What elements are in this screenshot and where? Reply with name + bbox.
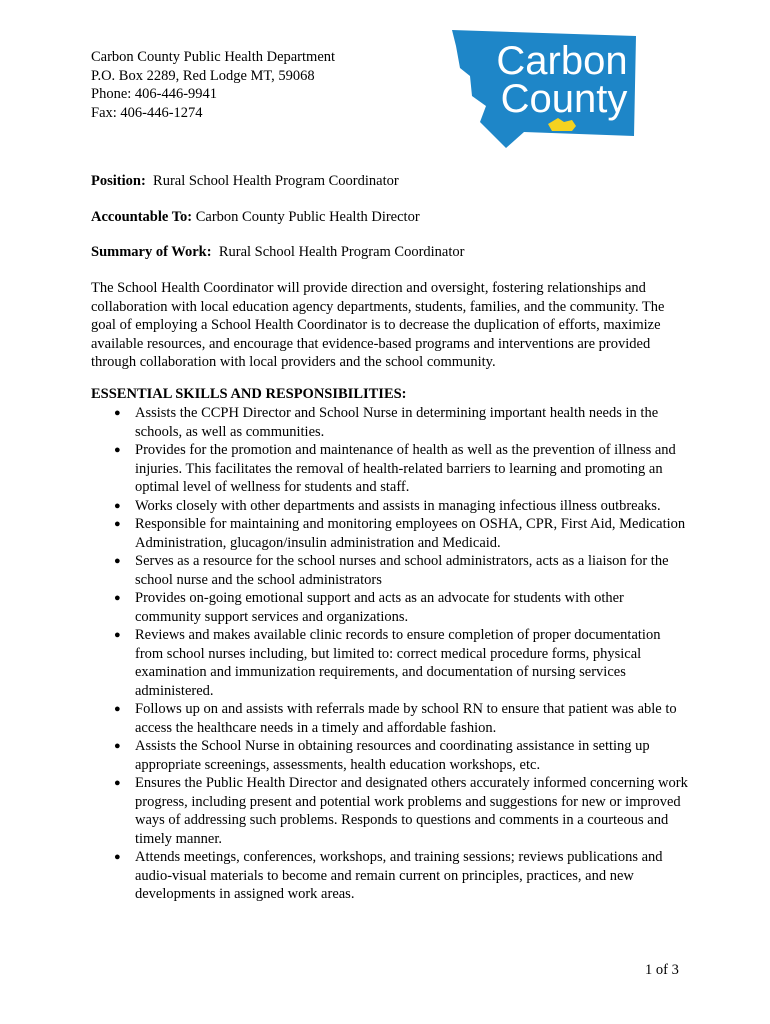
skill-text: Attends meetings, conferences, workshops, and training sessions; reviews publications and audio-visual materials to become and remain current on principles, practices, and new developments in assigned work areas. [135,849,663,902]
department-address: P.O. Box 2289, Red Lodge MT, 59068 [91,67,315,84]
skill-list-item [91,441,689,497]
montana-map-icon [440,26,640,150]
accountable-label: Accountable To: [91,209,193,225]
skills-heading: ESSENTIAL SKILLS AND RESPONSIBILITIES: [91,386,407,402]
skill-text: Serves as a resource for the school nurses and school administrators, acts as a liaison for the school nurse and the school administrators [135,553,669,588]
skill-text: Works closely with other departments and assists in managing infectious illness outbreaks. [135,497,661,514]
skill-text: Reviews and makes available clinic records to ensure completion of proper documentation from school nurses including, but limited to: correct medical procedure forms, physical examination and immunization requirements, and documentation of nursing services administered. [135,627,661,699]
bullet-icon: ● [114,407,121,419]
skill-list-item [91,589,689,626]
skill-list-item [91,774,689,848]
summary-of-work-label: Summary of Work: [91,244,212,260]
bullet-icon: ● [114,629,121,641]
position-value: Rural School Health Program Coordinator [153,173,399,189]
department-phone: Phone: 406-446-9941 [91,86,218,102]
skill-list-item [91,737,689,774]
accountable-value: Carbon County Public Health Director [195,209,420,225]
page-number: 1 of 3 [645,962,679,978]
bullet-icon: ● [114,518,121,530]
skill-text: Follows up on and assists with referrals made by school RN to ensure that patient was able to access the healthcare needs in a timely and affordable fashion. [135,701,677,736]
department-name: Carbon County Public Health Department [91,49,336,65]
accountable-field [91,208,420,227]
skill-text: Ensures the Public Health Director and designated others accurately informed concerning work progress, including present and potential work problems and suggestions for new or improved ways of addressing such problems. Responds to questions and comments in a courteous and timely manner. [135,775,688,847]
bullet-icon: ● [114,555,121,567]
department-contact-block [91,48,421,122]
skill-text: Assists the CCPH Director and School Nurse in determining important health needs in the schools, as well as communities. [135,405,659,440]
skill-text: Assists the School Nurse in obtaining resources and coordinating assistance in setting up appropriate screenings, assessments, health education workshops, etc. [135,738,650,773]
position-field [91,172,399,191]
skills-list [91,404,689,904]
skill-list-item [91,700,689,737]
skill-list-item [91,497,689,516]
skill-text: Provides for the promotion and maintenance of health as well as the prevention of illness and injuries. This facilitates the removal of health-related barriers to learning and promoting an optimal level of wellness for students and staff. [135,442,676,495]
bullet-icon: ● [114,777,121,789]
skill-list-item [91,404,689,441]
department-fax: Fax: 406-446-1274 [91,104,203,121]
summary-paragraph-block [91,279,687,372]
summary-of-work-value: Rural School Health Program Coordinator [218,244,465,260]
position-label: Position: [91,173,146,189]
bullet-icon: ● [114,740,121,752]
skill-list-item [91,552,689,589]
bullet-icon: ● [114,499,121,512]
carbon-county-logo [440,26,640,150]
bullet-icon: ● [114,592,121,604]
bullet-icon: ● [114,851,121,863]
bullet-icon: ● [114,703,121,715]
summary-of-work-field [91,243,464,262]
bullet-icon: ● [114,444,121,456]
skill-list-item [91,515,689,552]
summary-paragraph: The School Health Coordinator will provide direction and oversight, fostering relationships and collaboration with local education agency departments, students, families, and the community. The goal of employing a School Health Coordinator is to decrease the duplication of efforts, maximize available resources, and encourage that evidence-based programs and interventions are provided through collaboration with local providers and the school community. [91,280,665,370]
logo-text-line1: Carbon [496,39,628,83]
logo-text-line2: County [500,77,628,121]
skill-text: Provides on-going emotional support and acts as an advocate for students with other community support services and organizations. [135,590,624,625]
skill-list-item [91,848,689,904]
skill-list-item [91,626,689,700]
skill-text: Responsible for maintaining and monitoring employees on OSHA, CPR, First Aid, Medication Administration, glucagon/insulin administration and Medicaid. [135,516,686,551]
